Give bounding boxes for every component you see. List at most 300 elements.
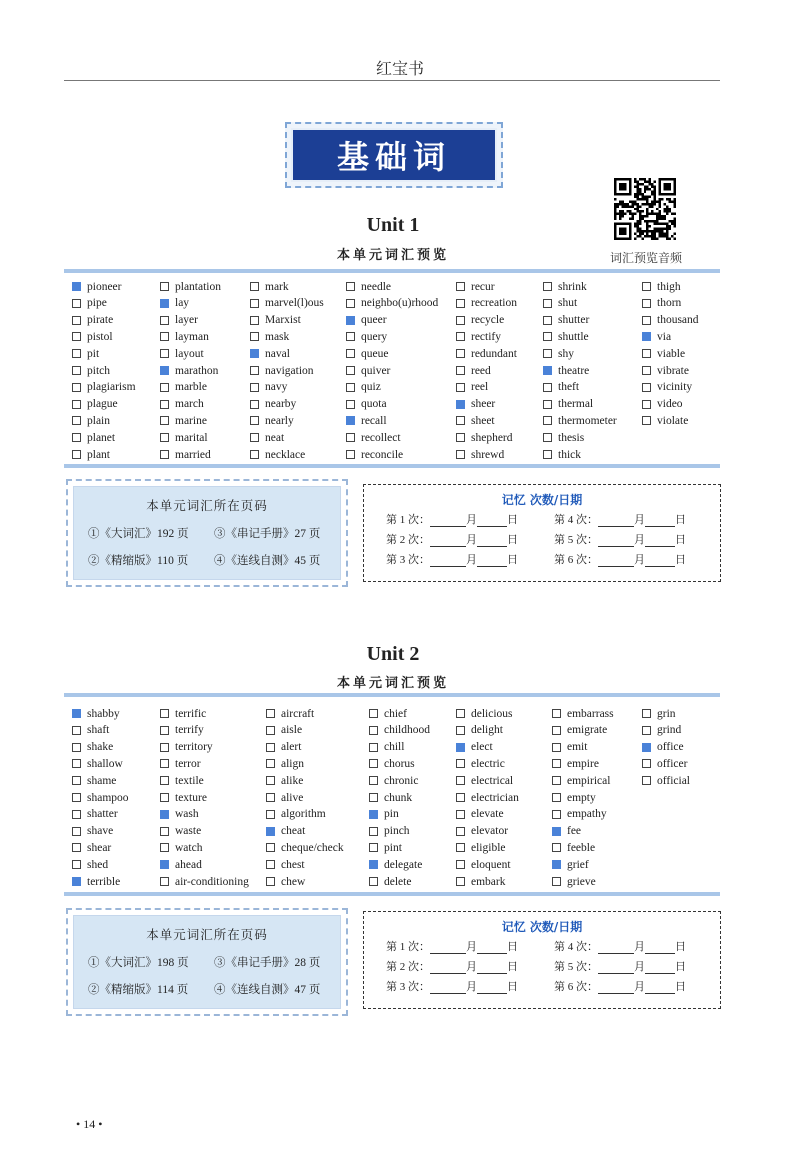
- checkbox[interactable]: [266, 743, 275, 752]
- checkbox-checked[interactable]: [456, 400, 465, 409]
- word-item[interactable]: [456, 856, 511, 873]
- checkbox[interactable]: [369, 759, 378, 768]
- word-item[interactable]: [72, 739, 113, 756]
- checkbox[interactable]: [346, 299, 355, 308]
- checkbox[interactable]: [456, 316, 465, 325]
- checkbox[interactable]: [72, 860, 81, 869]
- day-blank[interactable]: [645, 555, 675, 567]
- word-item[interactable]: [346, 345, 388, 362]
- checkbox[interactable]: [72, 810, 81, 819]
- checkbox[interactable]: [160, 332, 169, 341]
- word-item[interactable]: [456, 823, 508, 840]
- word-item[interactable]: [369, 873, 411, 890]
- word-item[interactable]: [160, 412, 207, 429]
- checkbox[interactable]: [456, 709, 465, 718]
- checkbox[interactable]: [552, 726, 561, 735]
- checkbox[interactable]: [552, 877, 561, 886]
- checkbox[interactable]: [72, 400, 81, 409]
- checkbox[interactable]: [456, 332, 465, 341]
- checkbox[interactable]: [160, 793, 169, 802]
- checkbox[interactable]: [160, 843, 169, 852]
- word-item[interactable]: [642, 328, 671, 345]
- checkbox[interactable]: [642, 383, 651, 392]
- word-item[interactable]: [456, 839, 506, 856]
- word-item[interactable]: [72, 856, 108, 873]
- checkbox[interactable]: [543, 332, 552, 341]
- word-item[interactable]: [160, 345, 204, 362]
- word-item[interactable]: [72, 362, 110, 379]
- month-blank[interactable]: [430, 535, 466, 547]
- checkbox[interactable]: [543, 400, 552, 409]
- checkbox[interactable]: [543, 433, 552, 442]
- word-item[interactable]: [250, 328, 289, 345]
- word-item[interactable]: [160, 429, 208, 446]
- word-item[interactable]: [642, 739, 684, 756]
- word-item[interactable]: [72, 312, 113, 329]
- checkbox-checked[interactable]: [160, 810, 169, 819]
- checkbox[interactable]: [160, 726, 169, 735]
- word-item[interactable]: [552, 739, 587, 756]
- checkbox[interactable]: [160, 759, 169, 768]
- checkbox[interactable]: [456, 383, 465, 392]
- checkbox[interactable]: [160, 450, 169, 459]
- memory-entry[interactable]: [554, 531, 722, 547]
- checkbox-checked[interactable]: [552, 827, 561, 836]
- day-blank[interactable]: [477, 962, 507, 974]
- word-item[interactable]: [369, 705, 407, 722]
- month-blank[interactable]: [430, 982, 466, 994]
- day-blank[interactable]: [645, 982, 675, 994]
- checkbox[interactable]: [160, 400, 169, 409]
- word-item[interactable]: [642, 379, 692, 396]
- month-blank[interactable]: [598, 982, 634, 994]
- checkbox[interactable]: [642, 299, 651, 308]
- checkbox[interactable]: [346, 383, 355, 392]
- word-item[interactable]: [160, 823, 201, 840]
- checkbox[interactable]: [160, 827, 169, 836]
- checkbox[interactable]: [456, 827, 465, 836]
- word-item[interactable]: [72, 722, 109, 739]
- word-item[interactable]: [72, 412, 110, 429]
- word-item[interactable]: [72, 823, 113, 840]
- checkbox[interactable]: [642, 759, 651, 768]
- checkbox[interactable]: [642, 349, 651, 358]
- word-item[interactable]: [266, 839, 344, 856]
- checkbox[interactable]: [642, 416, 651, 425]
- checkbox[interactable]: [642, 709, 651, 718]
- word-item[interactable]: [72, 789, 129, 806]
- memory-entry[interactable]: [554, 511, 722, 527]
- word-item[interactable]: [543, 446, 581, 463]
- checkbox[interactable]: [250, 316, 259, 325]
- word-item[interactable]: [552, 873, 596, 890]
- checkbox[interactable]: [346, 282, 355, 291]
- word-item[interactable]: [456, 379, 488, 396]
- checkbox[interactable]: [642, 282, 651, 291]
- checkbox[interactable]: [369, 743, 378, 752]
- day-blank[interactable]: [477, 942, 507, 954]
- checkbox[interactable]: [72, 299, 81, 308]
- memory-entry[interactable]: [386, 958, 554, 974]
- checkbox[interactable]: [456, 759, 465, 768]
- day-blank[interactable]: [477, 555, 507, 567]
- checkbox[interactable]: [642, 400, 651, 409]
- checkbox[interactable]: [160, 776, 169, 785]
- word-item[interactable]: [346, 295, 438, 312]
- word-item[interactable]: [642, 412, 688, 429]
- word-item[interactable]: [552, 755, 599, 772]
- checkbox[interactable]: [552, 759, 561, 768]
- checkbox[interactable]: [250, 366, 259, 375]
- checkbox[interactable]: [369, 877, 378, 886]
- checkbox[interactable]: [72, 793, 81, 802]
- word-item[interactable]: [266, 873, 305, 890]
- checkbox[interactable]: [456, 843, 465, 852]
- month-blank[interactable]: [430, 515, 466, 527]
- word-item[interactable]: [346, 379, 381, 396]
- word-item[interactable]: [160, 379, 207, 396]
- word-item[interactable]: [642, 362, 689, 379]
- word-item[interactable]: [552, 823, 581, 840]
- word-item[interactable]: [72, 328, 113, 345]
- checkbox[interactable]: [456, 860, 465, 869]
- word-item[interactable]: [346, 396, 387, 413]
- checkbox-checked[interactable]: [72, 709, 81, 718]
- checkbox[interactable]: [552, 743, 561, 752]
- checkbox[interactable]: [160, 709, 169, 718]
- checkbox[interactable]: [552, 793, 561, 802]
- checkbox[interactable]: [250, 433, 259, 442]
- month-blank[interactable]: [598, 515, 634, 527]
- word-item[interactable]: [543, 412, 617, 429]
- word-item[interactable]: [552, 839, 595, 856]
- word-item[interactable]: [456, 705, 513, 722]
- checkbox[interactable]: [456, 450, 465, 459]
- word-item[interactable]: [250, 429, 284, 446]
- checkbox[interactable]: [72, 450, 81, 459]
- checkbox[interactable]: [456, 366, 465, 375]
- checkbox-checked[interactable]: [72, 877, 81, 886]
- checkbox[interactable]: [266, 726, 275, 735]
- checkbox[interactable]: [642, 366, 651, 375]
- checkbox[interactable]: [250, 416, 259, 425]
- word-item[interactable]: [642, 312, 699, 329]
- memory-entry[interactable]: [386, 551, 554, 567]
- word-item[interactable]: [72, 429, 115, 446]
- checkbox[interactable]: [72, 843, 81, 852]
- word-item[interactable]: [160, 295, 189, 312]
- checkbox[interactable]: [266, 776, 275, 785]
- word-item[interactable]: [250, 379, 287, 396]
- word-item[interactable]: [456, 755, 505, 772]
- word-item[interactable]: [160, 722, 204, 739]
- checkbox[interactable]: [266, 793, 275, 802]
- word-item[interactable]: [543, 295, 577, 312]
- checkbox[interactable]: [543, 450, 552, 459]
- word-item[interactable]: [160, 806, 199, 823]
- word-item[interactable]: [552, 722, 607, 739]
- checkbox[interactable]: [72, 366, 81, 375]
- checkbox-checked[interactable]: [369, 860, 378, 869]
- word-item[interactable]: [456, 295, 517, 312]
- checkbox-checked[interactable]: [552, 860, 561, 869]
- word-item[interactable]: [456, 328, 501, 345]
- word-item[interactable]: [543, 312, 589, 329]
- word-item[interactable]: [456, 412, 495, 429]
- checkbox[interactable]: [72, 383, 81, 392]
- word-item[interactable]: [552, 806, 607, 823]
- word-item[interactable]: [160, 772, 204, 789]
- word-item[interactable]: [72, 278, 121, 295]
- word-item[interactable]: [160, 839, 202, 856]
- checkbox[interactable]: [160, 743, 169, 752]
- checkbox[interactable]: [346, 400, 355, 409]
- checkbox[interactable]: [72, 433, 81, 442]
- month-blank[interactable]: [430, 555, 466, 567]
- checkbox-checked[interactable]: [250, 349, 259, 358]
- checkbox[interactable]: [266, 860, 275, 869]
- checkbox[interactable]: [250, 383, 259, 392]
- checkbox-checked[interactable]: [72, 282, 81, 291]
- checkbox[interactable]: [543, 416, 552, 425]
- checkbox-checked[interactable]: [543, 366, 552, 375]
- word-item[interactable]: [456, 312, 504, 329]
- word-item[interactable]: [642, 295, 681, 312]
- month-blank[interactable]: [598, 535, 634, 547]
- word-item[interactable]: [72, 873, 120, 890]
- checkbox[interactable]: [346, 332, 355, 341]
- checkbox[interactable]: [266, 759, 275, 768]
- day-blank[interactable]: [645, 962, 675, 974]
- checkbox[interactable]: [72, 416, 81, 425]
- checkbox[interactable]: [72, 332, 81, 341]
- checkbox[interactable]: [456, 416, 465, 425]
- word-item[interactable]: [369, 839, 402, 856]
- word-item[interactable]: [543, 429, 584, 446]
- checkbox[interactable]: [642, 316, 651, 325]
- word-item[interactable]: [456, 739, 493, 756]
- checkbox-checked[interactable]: [456, 743, 465, 752]
- word-item[interactable]: [160, 739, 213, 756]
- word-item[interactable]: [642, 755, 687, 772]
- word-item[interactable]: [72, 396, 118, 413]
- checkbox[interactable]: [642, 776, 651, 785]
- checkbox[interactable]: [72, 316, 81, 325]
- checkbox[interactable]: [160, 383, 169, 392]
- checkbox[interactable]: [552, 843, 561, 852]
- month-blank[interactable]: [598, 942, 634, 954]
- word-item[interactable]: [642, 722, 681, 739]
- word-item[interactable]: [456, 345, 517, 362]
- word-item[interactable]: [369, 755, 415, 772]
- word-item[interactable]: [266, 722, 302, 739]
- word-item[interactable]: [642, 772, 690, 789]
- word-item[interactable]: [72, 755, 123, 772]
- checkbox[interactable]: [346, 366, 355, 375]
- word-item[interactable]: [369, 823, 410, 840]
- word-item[interactable]: [456, 722, 503, 739]
- memory-entry[interactable]: [386, 978, 554, 994]
- checkbox[interactable]: [552, 709, 561, 718]
- checkbox-checked[interactable]: [346, 316, 355, 325]
- word-item[interactable]: [160, 328, 209, 345]
- word-item[interactable]: [642, 705, 676, 722]
- word-item[interactable]: [160, 856, 202, 873]
- word-item[interactable]: [346, 312, 387, 329]
- word-item[interactable]: [369, 789, 412, 806]
- checkbox[interactable]: [160, 349, 169, 358]
- word-item[interactable]: [160, 446, 211, 463]
- checkbox[interactable]: [160, 416, 169, 425]
- word-item[interactable]: [266, 739, 301, 756]
- word-item[interactable]: [72, 345, 99, 362]
- word-item[interactable]: [346, 328, 387, 345]
- word-item[interactable]: [543, 278, 587, 295]
- word-item[interactable]: [456, 772, 513, 789]
- checkbox[interactable]: [160, 877, 169, 886]
- word-item[interactable]: [456, 429, 513, 446]
- day-blank[interactable]: [477, 515, 507, 527]
- checkbox[interactable]: [369, 827, 378, 836]
- checkbox[interactable]: [266, 843, 275, 852]
- checkbox[interactable]: [160, 316, 169, 325]
- word-item[interactable]: [642, 278, 681, 295]
- word-item[interactable]: [543, 328, 589, 345]
- word-item[interactable]: [250, 345, 290, 362]
- checkbox[interactable]: [456, 349, 465, 358]
- checkbox[interactable]: [72, 776, 81, 785]
- checkbox[interactable]: [346, 433, 355, 442]
- checkbox[interactable]: [72, 743, 81, 752]
- word-item[interactable]: [266, 806, 326, 823]
- word-item[interactable]: [456, 873, 505, 890]
- word-item[interactable]: [369, 722, 430, 739]
- checkbox[interactable]: [456, 726, 465, 735]
- word-item[interactable]: [266, 823, 305, 840]
- checkbox[interactable]: [543, 316, 552, 325]
- month-blank[interactable]: [598, 555, 634, 567]
- memory-entry[interactable]: [386, 511, 554, 527]
- word-item[interactable]: [369, 856, 422, 873]
- checkbox[interactable]: [456, 282, 465, 291]
- word-item[interactable]: [642, 345, 685, 362]
- word-item[interactable]: [552, 856, 589, 873]
- checkbox-checked[interactable]: [160, 366, 169, 375]
- word-item[interactable]: [346, 446, 403, 463]
- month-blank[interactable]: [430, 962, 466, 974]
- word-item[interactable]: [160, 789, 207, 806]
- memory-entry[interactable]: [386, 531, 554, 547]
- checkbox[interactable]: [250, 282, 259, 291]
- checkbox[interactable]: [369, 843, 378, 852]
- word-item[interactable]: [266, 789, 303, 806]
- day-blank[interactable]: [645, 535, 675, 547]
- word-item[interactable]: [160, 396, 204, 413]
- day-blank[interactable]: [645, 942, 675, 954]
- memory-entry[interactable]: [554, 978, 722, 994]
- word-item[interactable]: [552, 705, 614, 722]
- word-item[interactable]: [456, 446, 504, 463]
- word-item[interactable]: [72, 772, 116, 789]
- checkbox[interactable]: [346, 349, 355, 358]
- checkbox[interactable]: [72, 726, 81, 735]
- word-item[interactable]: [72, 446, 110, 463]
- checkbox[interactable]: [250, 299, 259, 308]
- checkbox[interactable]: [543, 383, 552, 392]
- day-blank[interactable]: [477, 535, 507, 547]
- checkbox[interactable]: [369, 726, 378, 735]
- word-item[interactable]: [346, 412, 387, 429]
- word-item[interactable]: [369, 739, 404, 756]
- word-item[interactable]: [543, 345, 574, 362]
- month-blank[interactable]: [430, 942, 466, 954]
- checkbox[interactable]: [346, 450, 355, 459]
- checkbox[interactable]: [72, 827, 81, 836]
- checkbox[interactable]: [72, 349, 81, 358]
- word-item[interactable]: [456, 278, 495, 295]
- memory-entry[interactable]: [554, 938, 722, 954]
- word-item[interactable]: [72, 295, 107, 312]
- checkbox[interactable]: [250, 332, 259, 341]
- checkbox-checked[interactable]: [160, 299, 169, 308]
- checkbox-checked[interactable]: [160, 860, 169, 869]
- word-item[interactable]: [72, 839, 111, 856]
- word-item[interactable]: [552, 789, 596, 806]
- word-item[interactable]: [250, 446, 305, 463]
- word-item[interactable]: [250, 396, 296, 413]
- checkbox[interactable]: [543, 282, 552, 291]
- word-item[interactable]: [250, 412, 294, 429]
- word-item[interactable]: [72, 705, 120, 722]
- checkbox[interactable]: [250, 450, 259, 459]
- word-item[interactable]: [160, 362, 218, 379]
- word-item[interactable]: [346, 429, 401, 446]
- checkbox[interactable]: [456, 810, 465, 819]
- word-item[interactable]: [456, 396, 495, 413]
- checkbox[interactable]: [266, 810, 275, 819]
- checkbox[interactable]: [456, 776, 465, 785]
- word-item[interactable]: [266, 856, 305, 873]
- word-item[interactable]: [369, 806, 399, 823]
- word-item[interactable]: [346, 362, 390, 379]
- word-item[interactable]: [250, 312, 301, 329]
- word-item[interactable]: [160, 873, 249, 890]
- day-blank[interactable]: [645, 515, 675, 527]
- word-item[interactable]: [543, 362, 589, 379]
- word-item[interactable]: [72, 379, 136, 396]
- checkbox[interactable]: [369, 793, 378, 802]
- checkbox[interactable]: [552, 810, 561, 819]
- word-item[interactable]: [250, 362, 314, 379]
- checkbox[interactable]: [456, 877, 465, 886]
- checkbox[interactable]: [456, 299, 465, 308]
- checkbox[interactable]: [543, 349, 552, 358]
- word-item[interactable]: [456, 789, 519, 806]
- checkbox[interactable]: [369, 776, 378, 785]
- word-item[interactable]: [250, 295, 324, 312]
- checkbox-checked[interactable]: [266, 827, 275, 836]
- word-item[interactable]: [456, 806, 504, 823]
- checkbox[interactable]: [456, 433, 465, 442]
- word-item[interactable]: [160, 312, 198, 329]
- word-item[interactable]: [543, 396, 593, 413]
- checkbox[interactable]: [642, 726, 651, 735]
- word-item[interactable]: [160, 278, 221, 295]
- checkbox[interactable]: [72, 759, 81, 768]
- word-item[interactable]: [160, 755, 201, 772]
- word-item[interactable]: [369, 772, 418, 789]
- checkbox[interactable]: [543, 299, 552, 308]
